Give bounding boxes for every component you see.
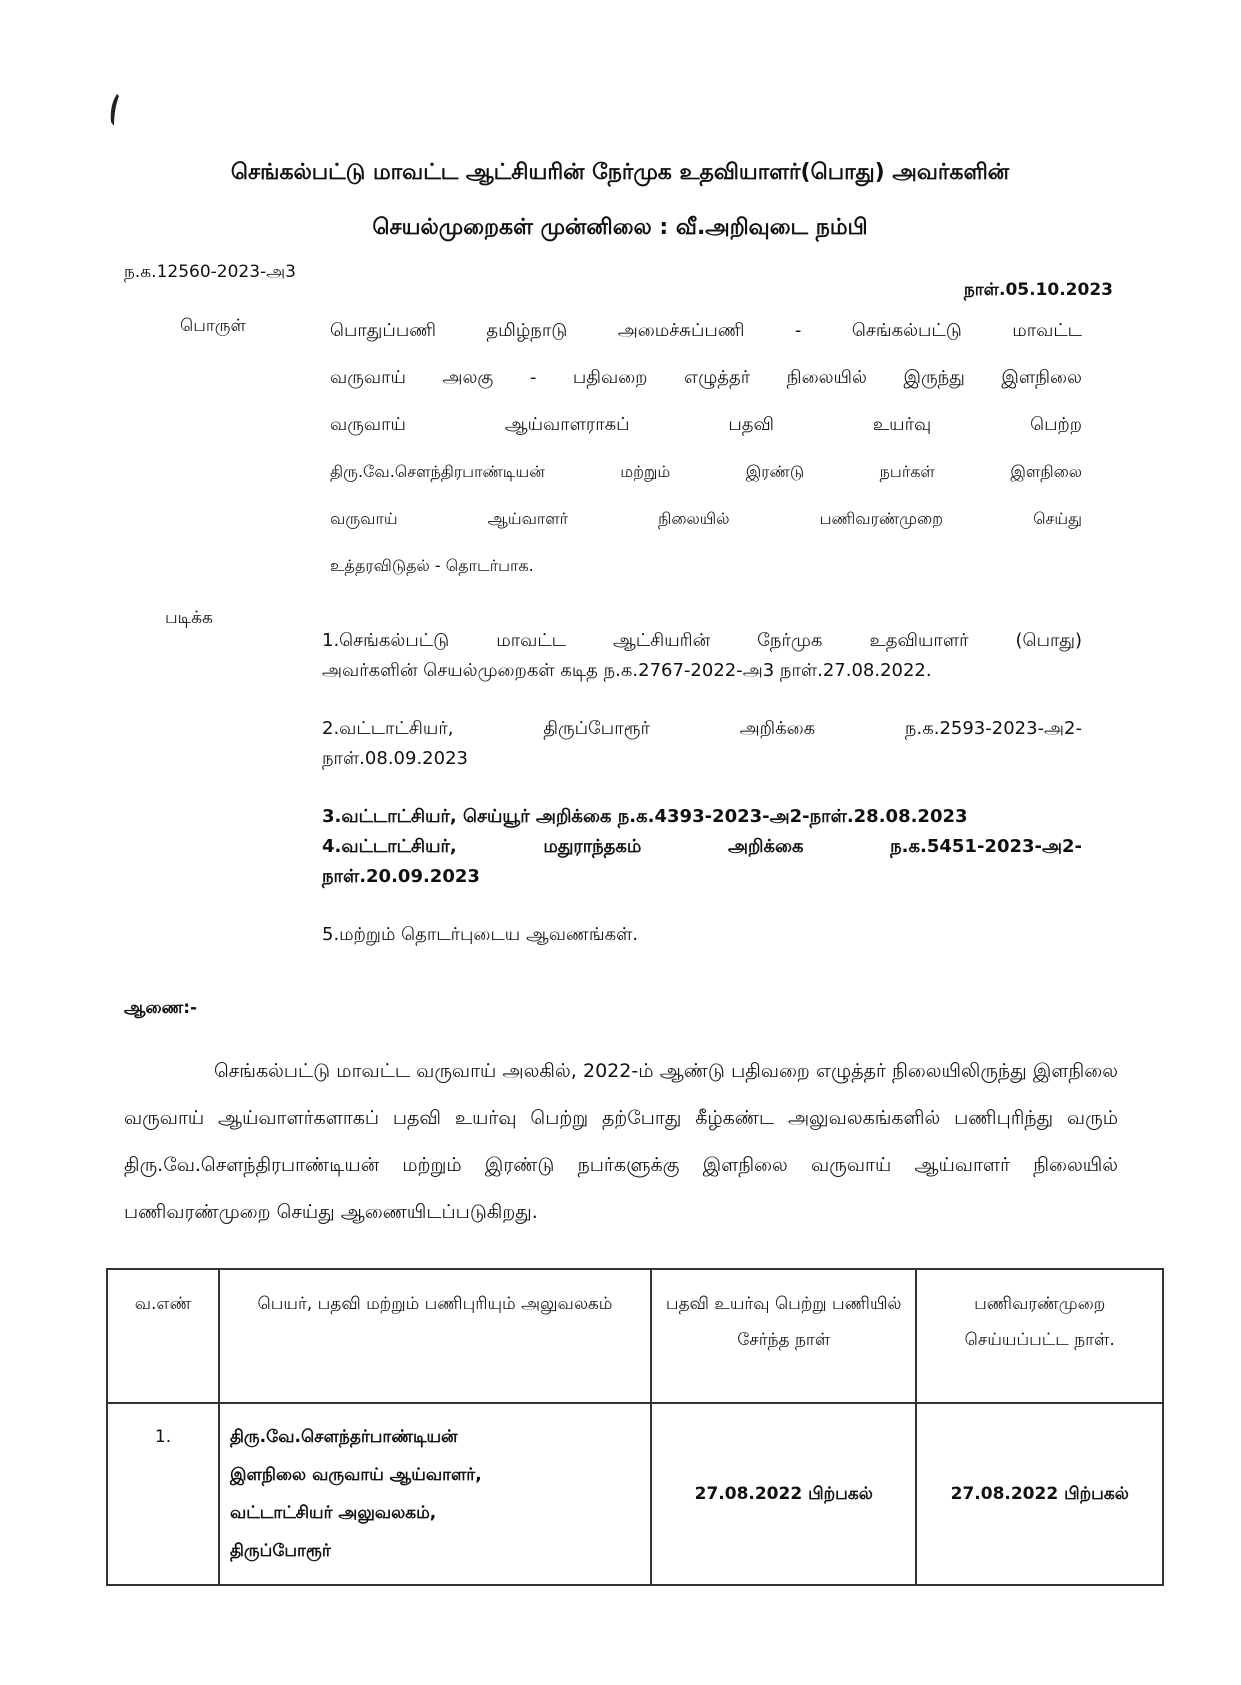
subject-text [330,316,1082,598]
table-row [107,1403,1163,1585]
read-item-4: 4.வட்டாட்சியர், மதுராந்தகம் அறிக்கை ந.க.5451-2023-அ2- [322,836,1082,857]
subject-line: உத்தரவிடுதல் - தொடர்பாக. [330,556,534,575]
read-label: படிக்க [165,608,213,628]
header-sno: வ.எண் [107,1269,219,1403]
subject-line: வருவாய் அலகு - பதிவறை எழுத்தர் நிலையில் இருந்து இளநிலை [330,367,1082,388]
cell-name [219,1403,651,1585]
name-line: திருப்போரூர் [230,1541,331,1561]
title-line-1: செங்கல்பட்டு மாவட்ட ஆட்சியரின் நேர்முக உதவியாளர்(பொது) அவர்களின் [230,160,1010,185]
name-line: திரு.வே.சௌந்தர்பாண்டியன் [230,1427,458,1447]
read-item-1-cont: அவர்களின் செயல்முறைகள் கடித ந.க.2767-2022-அ3 நாள்.27.08.2022. [322,660,932,681]
title-line-2: செயல்முறைகள் முன்னிலை : வீ.அறிவுடை நம்பி [372,215,868,240]
pen-stroke-mark [108,92,120,128]
regularization-table [106,1268,1164,1586]
subject-line: திரு.வே.சௌந்திரபாண்டியன் மற்றும் இரண்டு நபர்கள் இளநிலை [330,462,1082,481]
read-references [322,626,1082,950]
name-line: வட்டாட்சியர் அலுவலகம், [230,1503,437,1523]
reference-number: ந.க.12560-2023-அ3 [124,262,296,282]
cell-regularized-date: 27.08.2022 பிற்பகல் [916,1403,1163,1585]
order-paragraph [124,1048,1118,1236]
name-line: இளநிலை வருவாய் ஆய்வாளர், [230,1465,482,1485]
subject-label: பொருள் [180,316,246,336]
subject-line: பொதுப்பணி தமிழ்நாடு அமைச்சுப்பணி - செங்கல்பட்டு மாவட்ட [330,320,1082,341]
header-regularized-date: பணிவரண்முறை செய்யப்பட்ட நாள். [916,1269,1163,1403]
subject-line: வருவாய் ஆய்வாளர் நிலையில் பணிவரண்முறை செய்து [330,509,1082,528]
header-joined-date: பதவி உயர்வு பெற்று பணியில் சேர்ந்த நாள் [651,1269,916,1403]
read-item-1: 1.செங்கல்பட்டு மாவட்ட ஆட்சியரின் நேர்முக உதவியாளர் (பொது) [322,630,1082,651]
read-item-5: 5.மற்றும் தொடர்புடைய ஆவணங்கள். [322,924,639,945]
read-item-4-cont: நாள்.20.09.2023 [322,866,480,887]
cell-sno: 1. [107,1403,219,1585]
read-item-3: 3.வட்டாட்சியர், செய்யூர் அறிக்கை ந.க.4393-2023-அ2-நாள்.28.08.2023 [322,806,968,827]
read-item-2: 2.வட்டாட்சியர், திருப்போரூர் அறிக்கை ந.க.2593-2023-அ2- [322,718,1082,739]
cell-joined-date: 27.08.2022 பிற்பகல் [651,1403,916,1585]
subject-line: வருவாய் ஆய்வாளராகப் பதவி உயர்வு பெற்ற [330,414,1082,435]
order-text: செங்கல்பட்டு மாவட்ட வருவாய் அலகில், 2022-ம் ஆண்டு பதிவறை எழுத்தர் நிலையிலிருந்து இளநிலை வருவாய் ஆய்வாளர்களாகப் பதவி உயர்வு பெற்று தற்போது கீழ்கண்ட அலுவலகங்களில் பணிபுரிந்து வரும் திரு.வே.சௌந்திரபாண்டியன் மற்றும் இரண்டு நபர்களுக்கு இளநிலை வருவாய் ஆய்வாளர் நிலையில் பணிவரண்முறை செய்து ஆணையிடப்படுகிறது. [124,1060,1118,1223]
table-header-row [107,1269,1163,1403]
read-item-2-cont: நாள்.08.09.2023 [322,748,468,769]
header-name: பெயர், பதவி மற்றும் பணிபுரியும் அலுவலகம் [219,1269,651,1403]
order-label: ஆணை:- [124,998,198,1018]
document-date: நாள்.05.10.2023 [963,280,1113,300]
